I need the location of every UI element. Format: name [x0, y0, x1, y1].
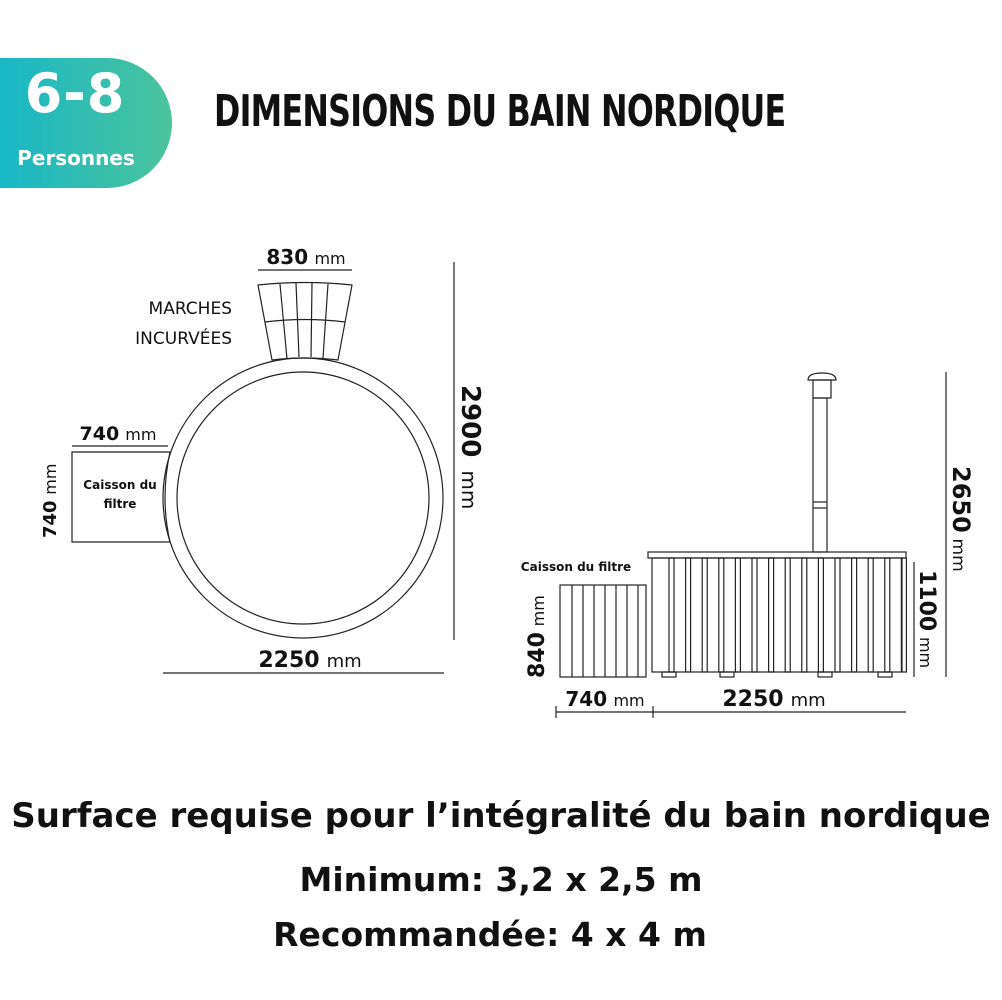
surface-title: Surface requise pour l’intégralité du bain nordique [11, 796, 991, 836]
filter-width-label: 740 mm [79, 423, 157, 445]
tub-outer-circle [163, 358, 443, 638]
tub-slat [669, 558, 674, 672]
tub-slat [868, 558, 873, 672]
tub-slat [852, 558, 857, 672]
tub-slat [752, 558, 757, 672]
surface-minimum: Minimum: 3,2 x 2,5 m [299, 860, 703, 899]
side-tub-width-label: 2250 mm [722, 687, 826, 712]
page-title: DIMENSIONS DU BAIN NORDIQUE [214, 86, 786, 137]
steps-label-line2: INCURVÉES [135, 329, 232, 349]
tub-slat [802, 558, 807, 672]
tub-slats [669, 558, 906, 672]
chimney [808, 373, 836, 552]
tub-slat [769, 558, 774, 672]
tub-slat [818, 558, 823, 672]
steps-label-line1: MARCHES [148, 299, 232, 319]
tub-slat [719, 558, 724, 672]
tub-slat [686, 558, 691, 672]
tub-inner-circle [177, 372, 429, 624]
steps-width-label: 830 mm [266, 245, 346, 269]
filter-label-line2: filtre [103, 497, 137, 511]
capacity-number: 6-8 [24, 62, 126, 125]
filter-label-line1: Caisson du [83, 478, 157, 492]
side-filter-width-label: 740 mm [565, 687, 645, 711]
tub-slat [735, 558, 740, 672]
diameter-label: 2250 mm [258, 648, 362, 673]
side-filter-height-label: 840 mm [525, 595, 550, 678]
surface-recommended: Recommandée: 4 x 4 m [273, 915, 707, 954]
capacity-label: Personnes [17, 146, 135, 170]
tub-slat [785, 558, 790, 672]
tub-slat [835, 558, 840, 672]
curved-steps [258, 283, 352, 361]
filter-depth-label: 740 mm [40, 463, 61, 538]
tub-rim [648, 552, 906, 558]
tub-slat [702, 558, 707, 672]
filter-box-slats [572, 585, 638, 677]
side-tub-height-label: 1100 mm [914, 570, 939, 669]
side-total-height-label: 2650 mm [947, 466, 975, 572]
tub-body [652, 558, 902, 672]
filter-box-side [560, 585, 646, 677]
tub-slat [885, 558, 890, 672]
side-filter-label: Caisson du filtre [520, 560, 632, 574]
total-length-label: 2900 mm [455, 385, 485, 510]
